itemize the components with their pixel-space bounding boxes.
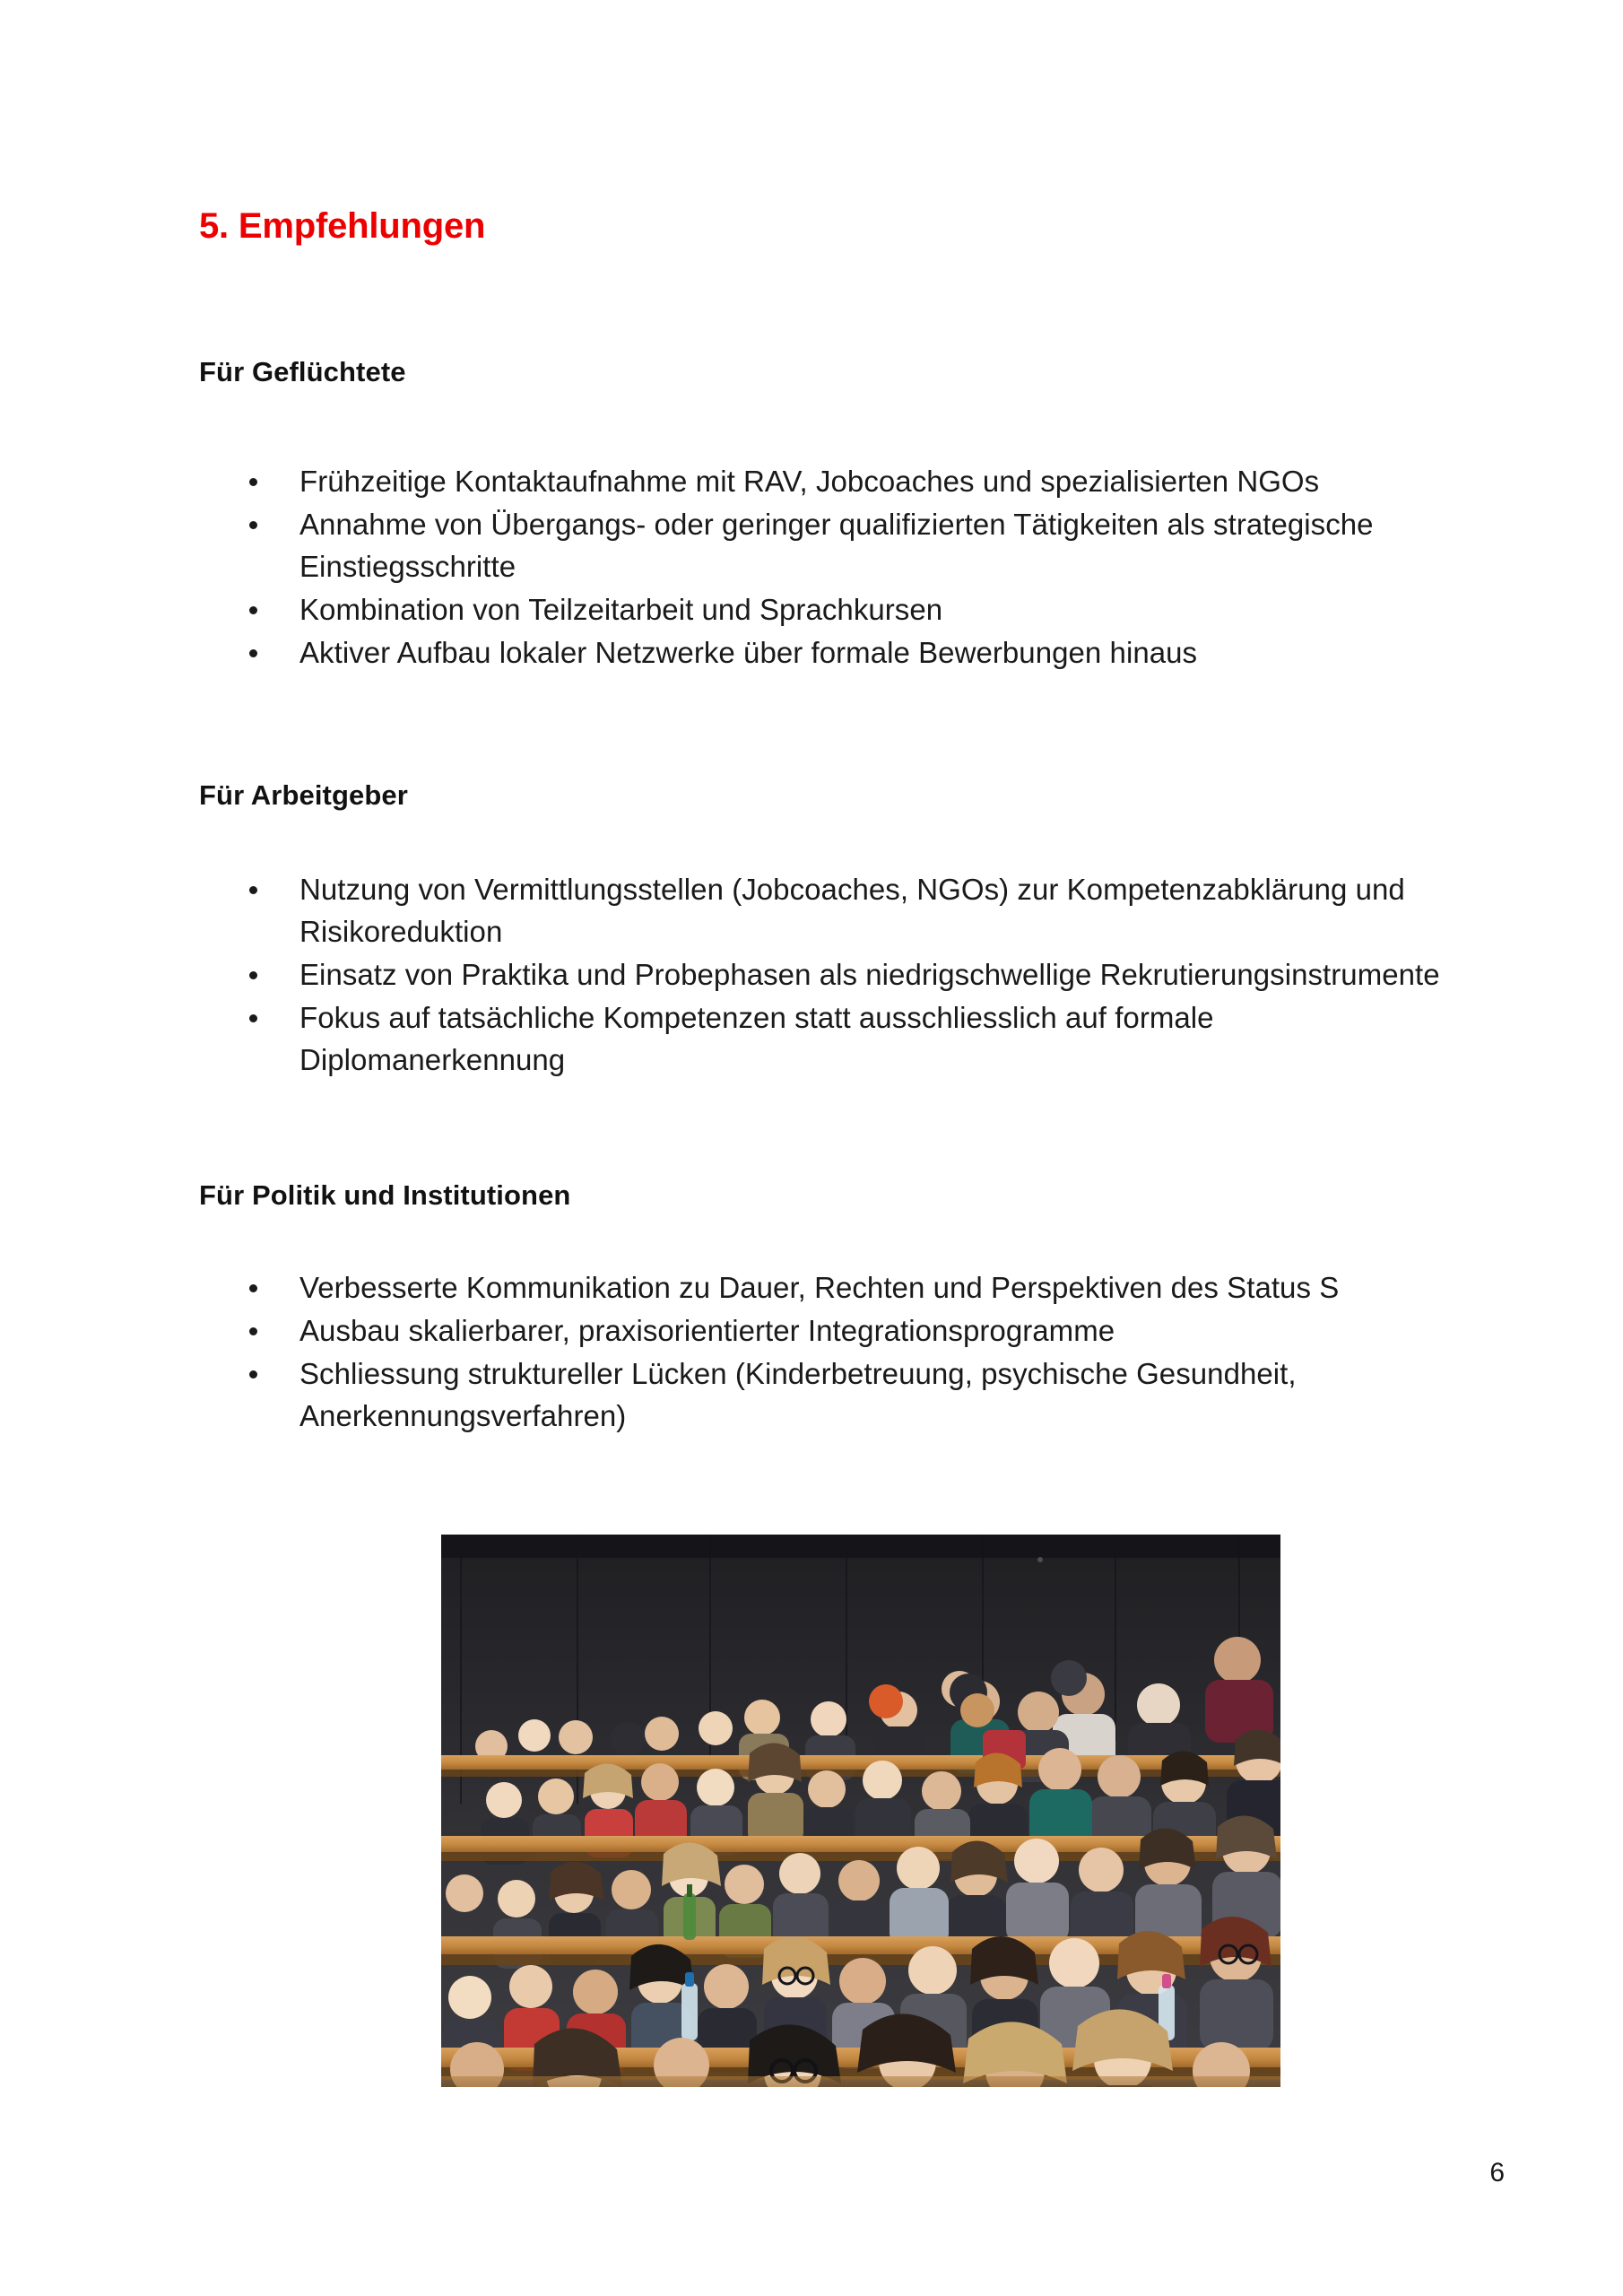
list-item-text: Annahme von Übergangs- oder geringer qualifizierten Tätigkeiten als strategische Einstiegsschritte xyxy=(299,508,1374,583)
bullet-dot-icon xyxy=(249,1284,257,1292)
page-title: 5. Empfehlungen xyxy=(199,206,486,246)
lecture-hall-audience-photo xyxy=(441,1535,1280,2087)
bullet-dot-icon xyxy=(249,1370,257,1378)
list-item xyxy=(199,1309,1454,1352)
list-item-text: Einsatz von Praktika und Probephasen als niedrigschwellige Rekrutierungsinstrumente xyxy=(299,958,1440,991)
bullet-dot-icon xyxy=(249,886,257,894)
list-item-text: Verbesserte Kommunikation zu Dauer, Rechten und Perspektiven des Status S xyxy=(299,1271,1340,1304)
bullet-dot-icon xyxy=(249,649,257,657)
list-item xyxy=(199,460,1454,502)
sub-heading-arbeitgeber: Für Arbeitgeber xyxy=(199,779,408,811)
page-number: 6 xyxy=(1489,2158,1505,2187)
list-item xyxy=(199,631,1454,674)
bullet-list-gefluechtete xyxy=(199,460,1454,674)
photo-image xyxy=(441,1535,1280,2087)
list-item xyxy=(199,588,1454,631)
bullet-list-arbeitgeber xyxy=(199,868,1454,1082)
list-item-text: Nutzung von Vermittlungsstellen (Jobcoaches, NGOs) zur Kompetenzabklärung und Risikoreduktion xyxy=(299,873,1405,948)
bullet-dot-icon xyxy=(249,606,257,614)
list-item xyxy=(199,996,1454,1081)
bullet-list-politik xyxy=(199,1266,1454,1438)
sub-heading-politik-institutionen: Für Politik und Institutionen xyxy=(199,1179,571,1211)
list-item-text: Kombination von Teilzeitarbeit und Sprachkursen xyxy=(299,593,943,626)
list-item xyxy=(199,953,1454,996)
list-item xyxy=(199,868,1454,952)
list-item xyxy=(199,1352,1454,1437)
bullet-dot-icon xyxy=(249,1014,257,1022)
bullet-dot-icon xyxy=(249,1327,257,1335)
list-item-text: Ausbau skalierbarer, praxisorientierter Integrationsprogramme xyxy=(299,1314,1115,1347)
bullet-dot-icon xyxy=(249,521,257,529)
sub-heading-gefluechtete: Für Geflüchtete xyxy=(199,356,406,387)
bullet-dot-icon xyxy=(249,478,257,486)
list-item-text: Schliessung struktureller Lücken (Kinderbetreuung, psychische Gesundheit, Anerkennungsverfahren) xyxy=(299,1357,1297,1432)
list-item-text: Frühzeitige Kontaktaufnahme mit RAV, Jobcoaches und spezialisierten NGOs xyxy=(299,465,1320,498)
list-item xyxy=(199,503,1454,587)
list-item-text: Aktiver Aufbau lokaler Netzwerke über formale Bewerbungen hinaus xyxy=(299,636,1198,669)
list-item-text: Fokus auf tatsächliche Kompetenzen statt ausschliesslich auf formale Diplomanerkennung xyxy=(299,1001,1214,1076)
list-item xyxy=(199,1266,1454,1309)
bullet-dot-icon xyxy=(249,971,257,979)
